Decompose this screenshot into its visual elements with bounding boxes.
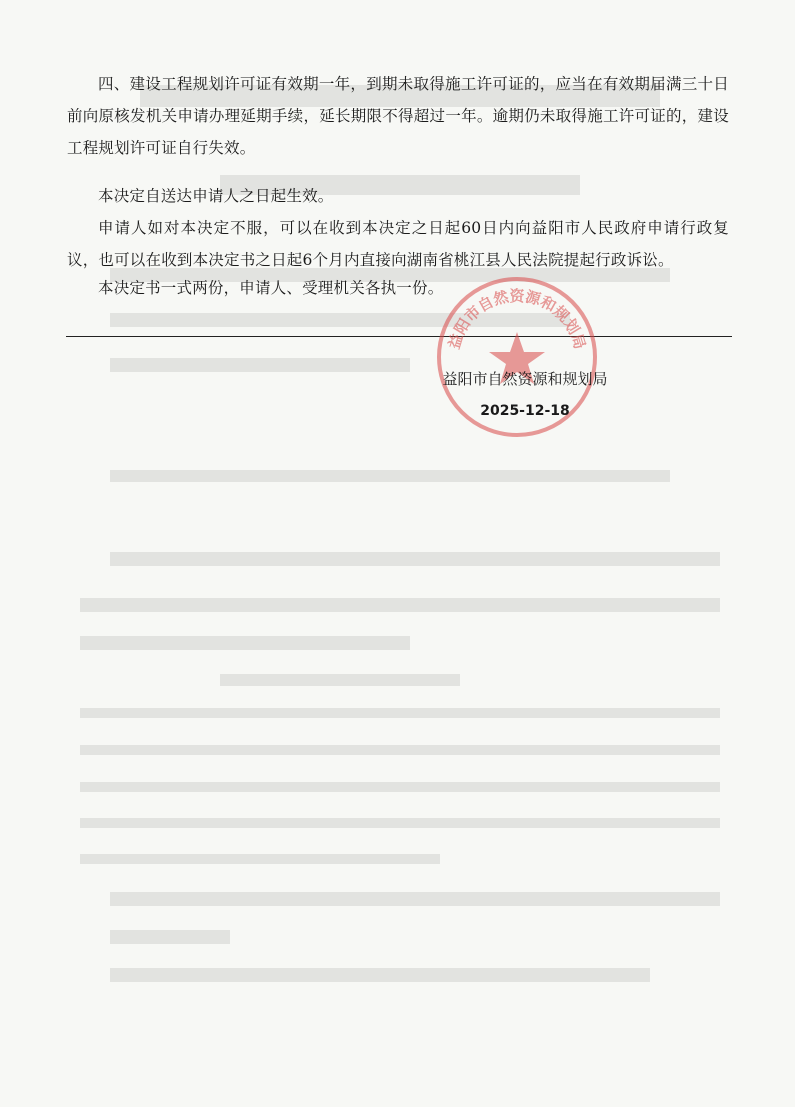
issuer-name: 益阳市自然资源和规划局 bbox=[442, 370, 608, 388]
paragraph-validity: 四、建设工程规划许可证有效期一年，到期未取得施工许可证的，应当在有效期届满三十日前向原核发机关申请办理延期手续，延长期限不得超过一年。逾期仍未取得施工许可证的，建设工程规划许可证自行失效。 bbox=[67, 75, 729, 157]
svg-text:益阳市自然资源和规划局: 益阳市自然资源和规划局 bbox=[444, 286, 590, 352]
paragraph-copies: 本决定书一式两份，申请人、受理机关各执一份。 bbox=[98, 279, 444, 297]
paragraph-effective: 本决定自送达申请人之日起生效。 bbox=[98, 187, 334, 205]
paragraph-appeal: 申请人如对本决定不服，可以在收到本决定之日起60日内向益阳市人民政府申请行政复议，也可以在收到本决定书之日起6个月内直接向湖南省桃江县人民法院提起行政诉讼。 bbox=[67, 219, 729, 269]
divider-line bbox=[66, 336, 732, 337]
issue-date: 2025-12-18 bbox=[480, 403, 570, 419]
